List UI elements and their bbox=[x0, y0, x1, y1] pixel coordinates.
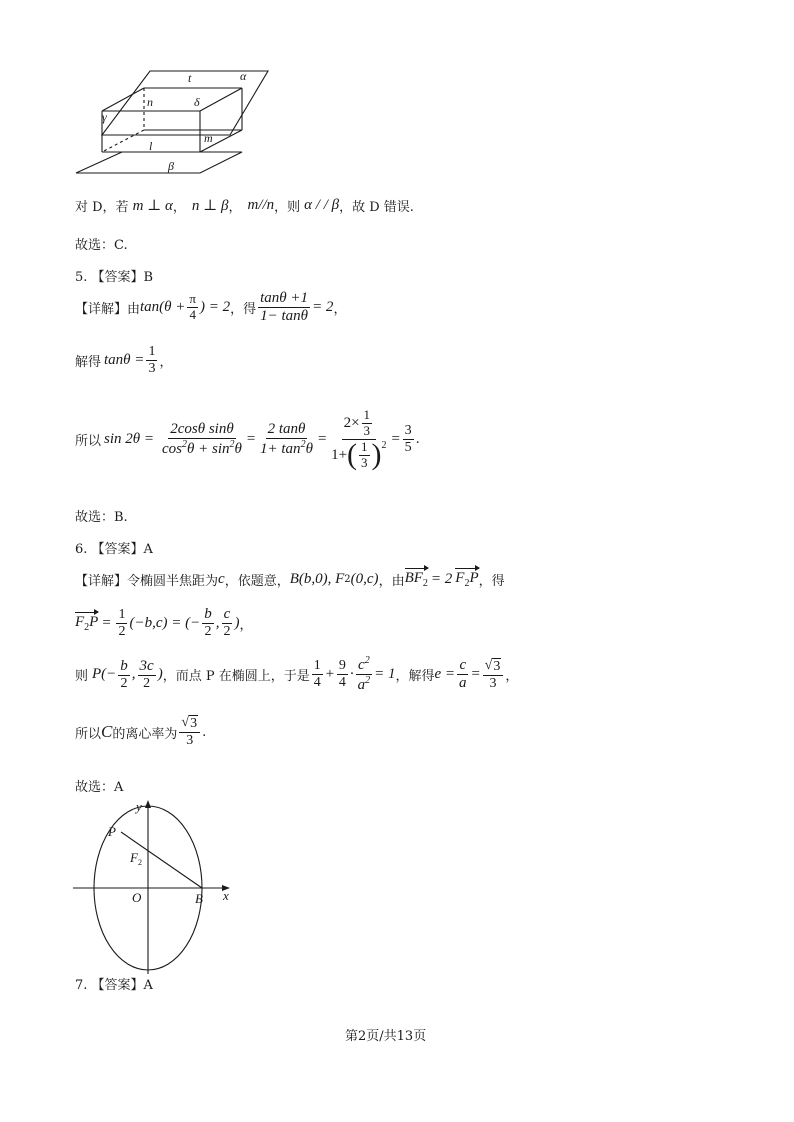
den: 4 bbox=[338, 675, 346, 691]
text: 对 D，若 bbox=[75, 200, 129, 215]
label-alpha: α bbox=[240, 69, 247, 83]
label-p: P bbox=[108, 824, 116, 839]
fraction-one-third bbox=[146, 344, 157, 377]
exponent: 2 bbox=[300, 438, 306, 450]
fraction bbox=[138, 658, 156, 692]
text: ，依题意， bbox=[224, 574, 290, 589]
num: 1 bbox=[146, 344, 157, 361]
vector-bf2 bbox=[405, 570, 428, 589]
num: c bbox=[457, 657, 468, 675]
den: 2 bbox=[204, 624, 212, 640]
den: 5 bbox=[404, 439, 412, 455]
fraction-half bbox=[116, 607, 127, 640]
num: 1 bbox=[363, 407, 371, 422]
math: ) bbox=[234, 614, 240, 631]
math: ) bbox=[157, 666, 163, 683]
question-5-detail bbox=[75, 290, 346, 326]
den-part: a bbox=[357, 677, 366, 694]
label-l: l bbox=[149, 139, 153, 153]
label-n: n bbox=[147, 95, 153, 109]
num: 9 bbox=[337, 658, 348, 675]
text: ，则 bbox=[274, 200, 301, 215]
vector-f2p bbox=[75, 614, 98, 633]
text: 所以 bbox=[75, 726, 102, 742]
math: = bbox=[316, 430, 328, 447]
den-part: 1+ bbox=[331, 446, 348, 463]
answer-choice-4: 故选：C. bbox=[75, 238, 128, 253]
math: ) = 2 bbox=[200, 299, 231, 316]
vector-label: F bbox=[455, 570, 465, 586]
num: 2 tanθ bbox=[266, 421, 308, 439]
f-subscript: 2 bbox=[137, 858, 142, 867]
y-arrow-icon bbox=[145, 800, 151, 808]
ellipse-figure bbox=[68, 798, 238, 980]
math: , bbox=[131, 666, 136, 683]
exponent: 2 bbox=[182, 438, 188, 450]
den bbox=[356, 675, 373, 694]
question-5-solve bbox=[75, 344, 172, 377]
exponent: 2 bbox=[381, 439, 387, 451]
fraction bbox=[312, 658, 323, 691]
vector-label: F bbox=[75, 613, 85, 630]
den-part: cos bbox=[162, 440, 183, 457]
label-delta: δ bbox=[194, 95, 200, 109]
label-o: O bbox=[132, 890, 142, 905]
question-6-vector-line bbox=[75, 606, 253, 640]
radicand: 3 bbox=[190, 716, 198, 731]
den: 3 bbox=[148, 361, 156, 377]
vector-label: P bbox=[89, 613, 99, 630]
exponent: 2 bbox=[365, 675, 371, 687]
den: 3 bbox=[361, 454, 368, 470]
radicand: 3 bbox=[493, 658, 501, 674]
num: 1 bbox=[312, 658, 323, 675]
num: 2cosθ sinθ bbox=[168, 421, 236, 439]
text: ，而点 P 在椭圆上，于是 bbox=[162, 669, 310, 685]
math: + bbox=[324, 666, 335, 683]
num: b bbox=[202, 606, 214, 624]
math: = 2 bbox=[312, 299, 334, 316]
math: C bbox=[101, 722, 113, 742]
num bbox=[342, 408, 376, 440]
math: (−b,c) = (− bbox=[129, 614, 201, 631]
den-part: 1+ tan bbox=[260, 440, 301, 457]
text: ，解得 bbox=[395, 669, 435, 685]
num bbox=[356, 655, 372, 675]
fraction bbox=[457, 657, 469, 693]
text: 的离心率为 bbox=[112, 726, 178, 742]
den-part: θ bbox=[305, 440, 313, 457]
exponent: 2 bbox=[229, 438, 235, 450]
text: ， bbox=[239, 617, 253, 633]
text: 所以 bbox=[75, 433, 102, 449]
num-part: 2× bbox=[343, 414, 360, 431]
math: B(b,0), F bbox=[289, 571, 345, 587]
fraction-2 bbox=[258, 421, 315, 459]
fraction-1 bbox=[160, 421, 244, 459]
answer-choice-5: 故选：B. bbox=[75, 510, 128, 525]
label-y: y bbox=[136, 799, 142, 814]
num: c bbox=[222, 606, 233, 624]
math: = bbox=[390, 430, 401, 447]
num: b bbox=[118, 658, 130, 676]
math: (0,c) bbox=[350, 571, 379, 587]
label-x: x bbox=[223, 888, 229, 903]
question-6-answer: 6. 【答案】A bbox=[75, 542, 153, 557]
inner-fraction bbox=[362, 408, 373, 439]
question-6-then-line bbox=[75, 655, 518, 695]
num-part: c bbox=[358, 657, 365, 673]
den-part: θ bbox=[234, 440, 242, 457]
text: 【详解】由 bbox=[75, 302, 141, 318]
label-m: m bbox=[204, 131, 213, 145]
math: e = bbox=[434, 666, 456, 683]
fraction-sqrt3-over-3 bbox=[179, 715, 200, 749]
text: . bbox=[202, 724, 207, 740]
math: = 1 bbox=[374, 666, 396, 683]
condition-m-parallel-n: m//n bbox=[247, 197, 275, 213]
den: 3 bbox=[363, 422, 371, 438]
fraction-pi-over-4 bbox=[187, 292, 198, 323]
question-5-sin-line bbox=[75, 408, 420, 471]
label-b: B bbox=[195, 891, 203, 906]
plane-beta-outline bbox=[76, 152, 242, 173]
vector-label: BF bbox=[404, 570, 423, 586]
option-d-line bbox=[75, 196, 414, 215]
text: ，得 bbox=[478, 574, 505, 589]
math: = bbox=[245, 430, 257, 447]
num: 3c bbox=[138, 658, 156, 676]
f-letter: F bbox=[130, 850, 138, 865]
num: π bbox=[189, 291, 196, 307]
fraction-sqrt3-over-3 bbox=[483, 658, 504, 692]
subscript: 2 bbox=[84, 621, 90, 633]
den bbox=[160, 439, 244, 458]
den: 2 bbox=[120, 675, 128, 691]
math: = 2 bbox=[430, 571, 453, 587]
den: 2 bbox=[143, 675, 151, 691]
math: tanθ = bbox=[104, 352, 145, 369]
math: · bbox=[349, 666, 354, 683]
den: 2 bbox=[223, 624, 231, 640]
text: ，得 bbox=[230, 302, 257, 318]
question-6-final bbox=[75, 715, 206, 749]
conclusion-alpha-parallel-beta: α / / β bbox=[304, 197, 340, 213]
text: ，由 bbox=[378, 574, 405, 589]
den: 4 bbox=[189, 307, 196, 323]
den: 2 bbox=[118, 623, 126, 639]
label-beta: β bbox=[168, 159, 174, 173]
vector-f2p bbox=[455, 570, 478, 589]
fraction-b-over-2 bbox=[202, 606, 214, 640]
page-footer: 第2页/共13页 bbox=[345, 1029, 427, 1044]
fraction-3 bbox=[329, 408, 388, 471]
condition-n-perp-beta: n ⊥ β bbox=[191, 198, 229, 214]
exponent: 2 bbox=[364, 655, 370, 666]
text: 解得 bbox=[75, 355, 102, 371]
text: ， bbox=[228, 200, 242, 215]
math: sin 2θ = bbox=[104, 430, 155, 447]
den: 1− tanθ bbox=[260, 308, 309, 325]
text: ，故 D 错误. bbox=[339, 200, 414, 215]
math: P(− bbox=[92, 666, 117, 683]
vector-label: P bbox=[469, 570, 479, 586]
den: 3 bbox=[186, 733, 194, 749]
den: 3 bbox=[489, 675, 497, 691]
fraction-c-over-2 bbox=[221, 606, 232, 640]
den-part: θ + sin bbox=[187, 440, 230, 457]
subscript: 2 bbox=[344, 574, 351, 585]
text: 则 bbox=[75, 669, 89, 685]
label-t: t bbox=[188, 71, 192, 85]
text: 【详解】令椭圆半焦距为 bbox=[75, 574, 219, 589]
num: √ 3 bbox=[179, 715, 200, 733]
math: = bbox=[470, 666, 481, 683]
fraction bbox=[118, 658, 130, 692]
fraction bbox=[356, 655, 373, 695]
subscript: 2 bbox=[422, 578, 428, 589]
condition-m-perp-alpha: m ⊥ α bbox=[132, 198, 173, 214]
text: ， bbox=[505, 669, 519, 685]
text: ， bbox=[333, 302, 347, 318]
label-gamma: γ bbox=[102, 110, 107, 124]
question-7-answer: 7. 【答案】A bbox=[75, 978, 153, 993]
math: tan(θ + bbox=[140, 299, 186, 316]
label-f2 bbox=[129, 850, 142, 867]
question-6-detail bbox=[75, 570, 505, 589]
fraction bbox=[337, 658, 348, 691]
text: . bbox=[415, 431, 420, 447]
fraction-tan bbox=[258, 290, 310, 326]
inner-fraction bbox=[359, 440, 370, 471]
num: 1 bbox=[361, 438, 368, 454]
den bbox=[258, 439, 315, 458]
math: c bbox=[218, 571, 225, 587]
num: 1 bbox=[116, 607, 127, 624]
num: tanθ +1 bbox=[258, 290, 310, 308]
den: a bbox=[459, 675, 467, 692]
num: √ 3 bbox=[483, 658, 504, 676]
text: ， bbox=[172, 200, 186, 215]
den: 1+ ( $\frac{1}{3}$ ) 2 bbox=[331, 438, 387, 472]
subscript: 2 bbox=[464, 578, 470, 589]
den: 4 bbox=[313, 675, 321, 691]
fraction-result bbox=[403, 423, 414, 456]
text: ， bbox=[159, 355, 173, 371]
num: 3 bbox=[403, 423, 414, 440]
planes-figure bbox=[72, 66, 272, 178]
answer-choice-6: 故选：A bbox=[75, 780, 124, 795]
math: , bbox=[215, 614, 220, 631]
math: = bbox=[101, 614, 112, 631]
question-5-answer: 5. 【答案】B bbox=[75, 270, 154, 285]
